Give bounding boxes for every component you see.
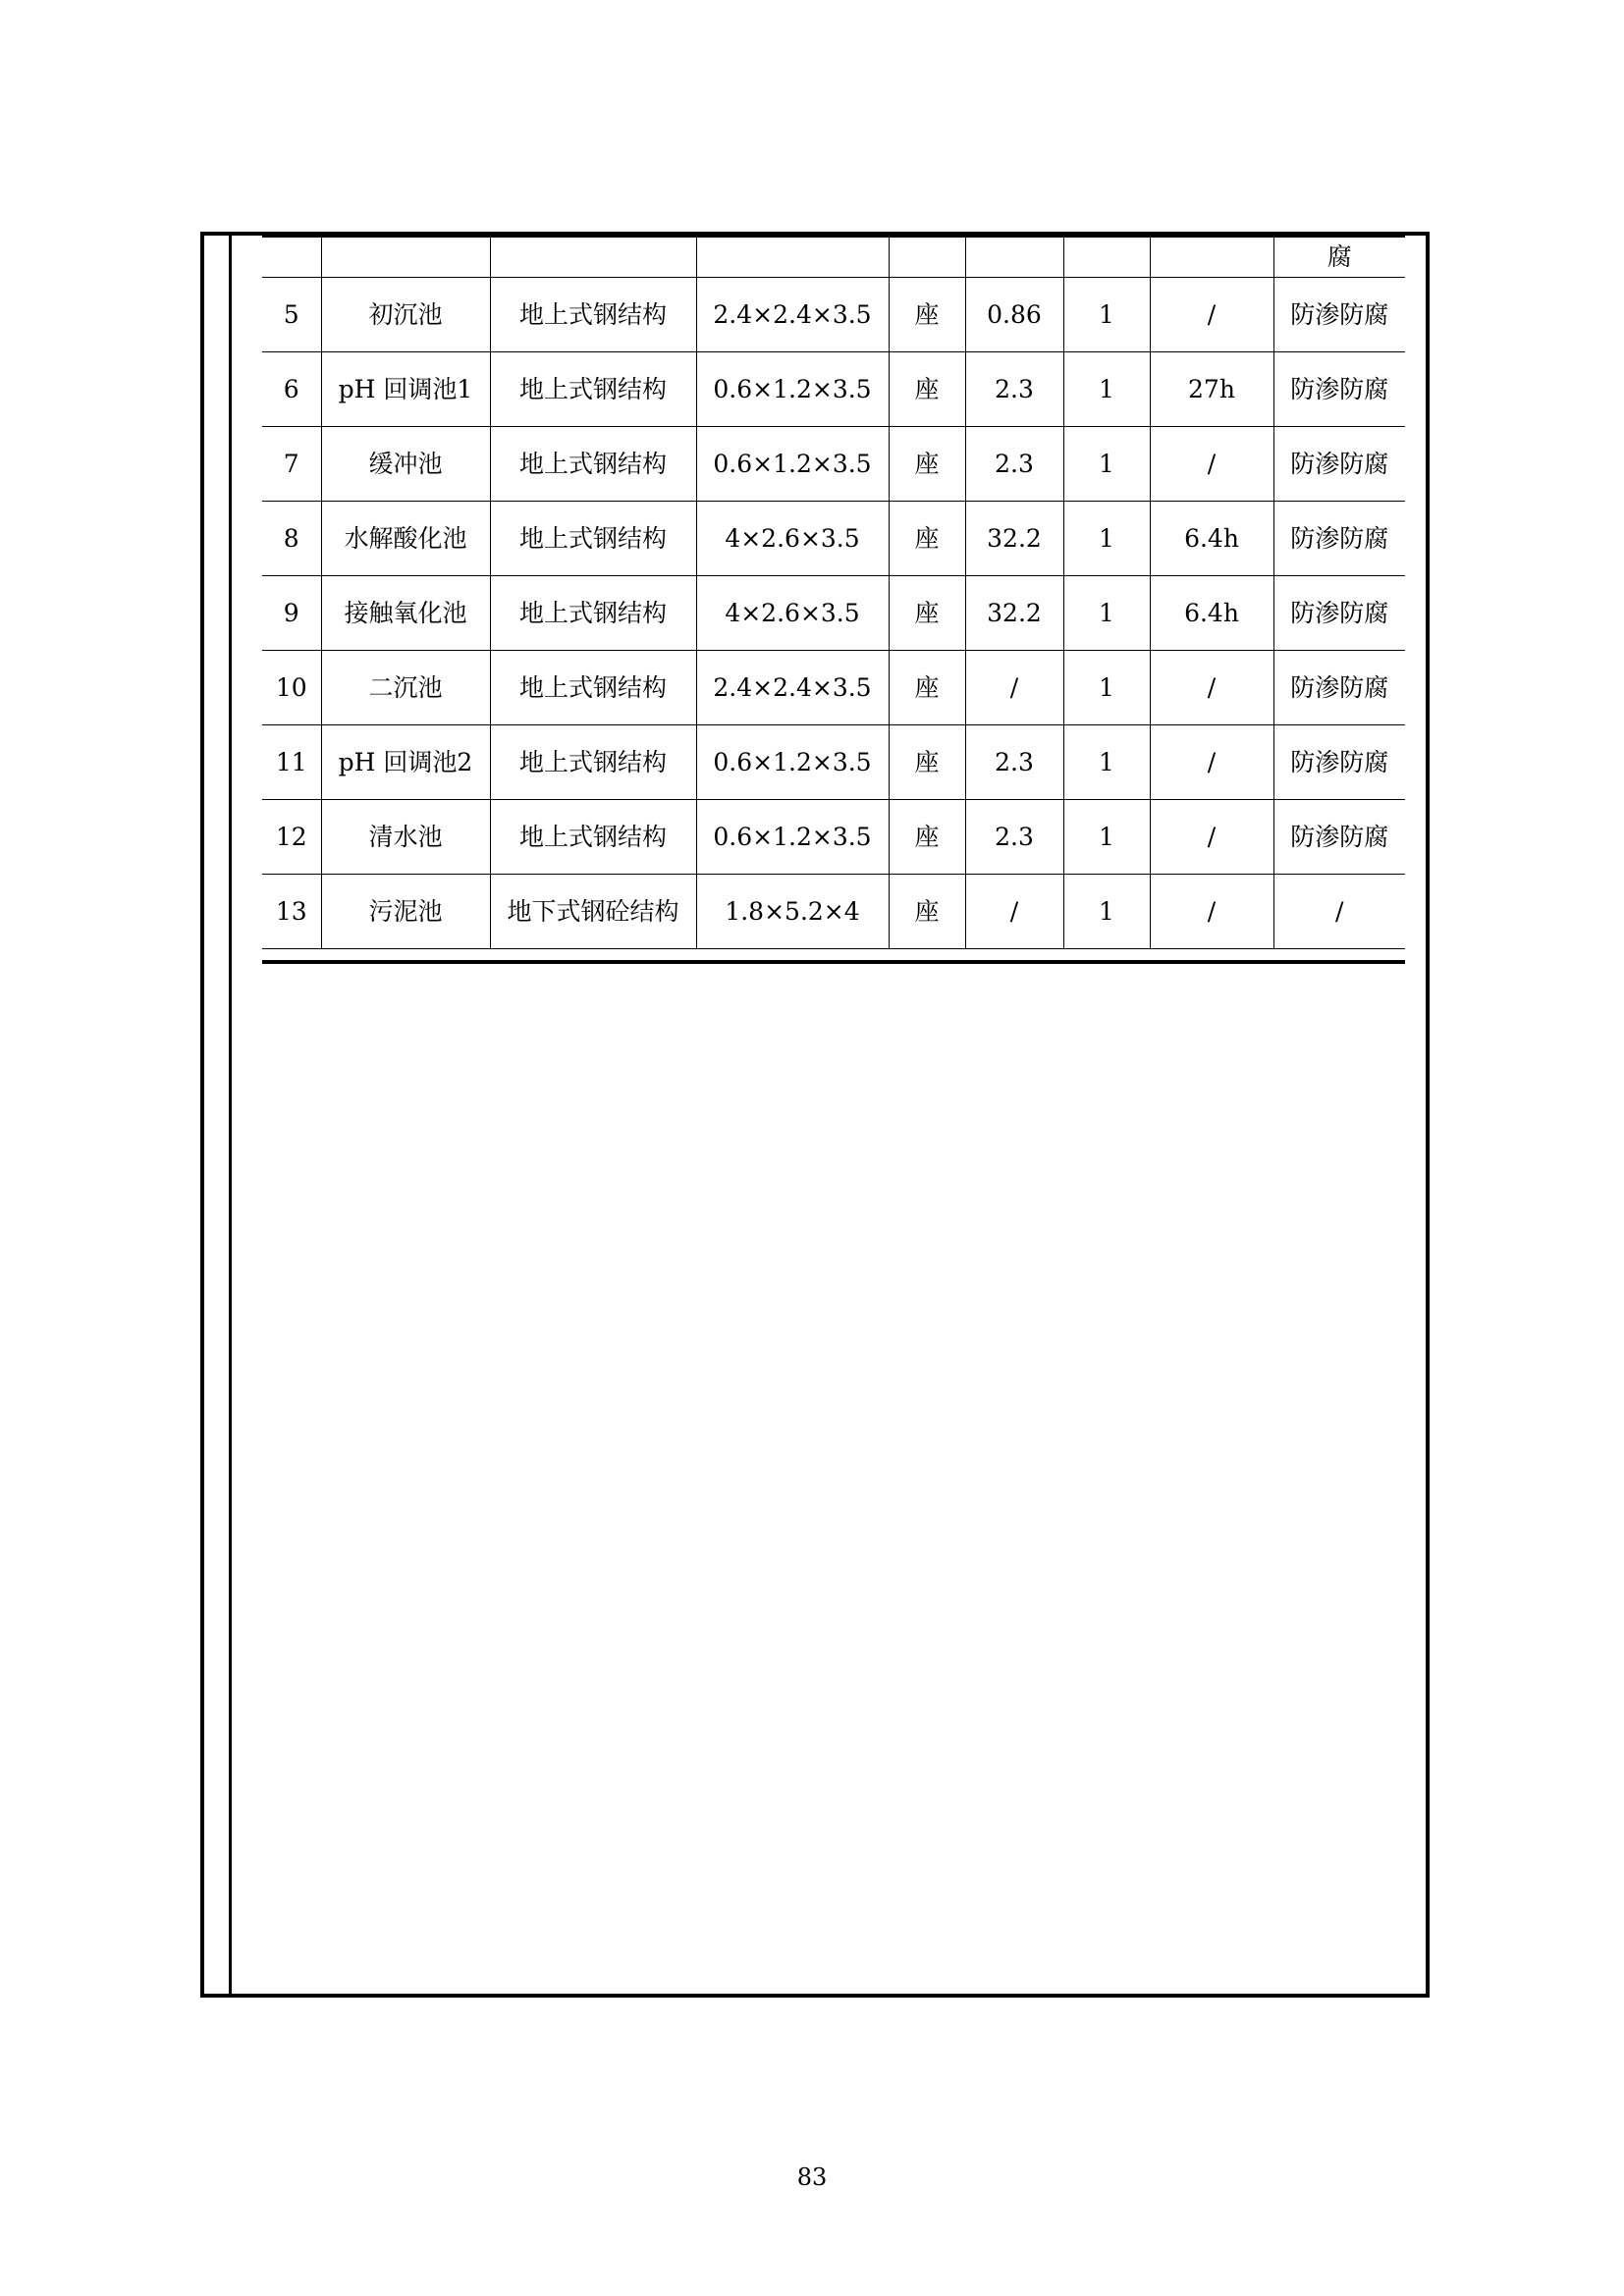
cell-volume: 2.3 xyxy=(965,352,1063,427)
cell-volume: / xyxy=(965,651,1063,725)
cell-unit: 座 xyxy=(889,576,965,651)
cell-structure: 地上式钢结构 xyxy=(490,278,696,352)
cell-name: 清水池 xyxy=(321,800,490,875)
cell-index: 8 xyxy=(262,502,321,576)
cell-unit: 座 xyxy=(889,875,965,949)
cell-dimensions: 2.4×2.4×3.5 xyxy=(696,651,889,725)
cell-protection: 防渗防腐 xyxy=(1273,427,1405,502)
table-top-rule xyxy=(262,234,1405,238)
cell-unit: 座 xyxy=(889,502,965,576)
cell-retention: / xyxy=(1150,427,1273,502)
page-number: 83 xyxy=(796,2163,828,2191)
cell-protection: 防渗防腐 xyxy=(1273,352,1405,427)
cell-index: 10 xyxy=(262,651,321,725)
table-row xyxy=(262,502,1405,576)
cell-structure: 地上式钢结构 xyxy=(490,352,696,427)
cell-name: pH 回调池2 xyxy=(321,725,490,800)
cell-unit: 座 xyxy=(889,427,965,502)
cell-structure: 地下式钢砼结构 xyxy=(490,875,696,949)
cell-structure: 地上式钢结构 xyxy=(490,651,696,725)
cell-structure: 地上式钢结构 xyxy=(490,502,696,576)
table-bottom-rule xyxy=(262,960,1405,964)
cell-protection: 防渗防腐 xyxy=(1273,800,1405,875)
cell-protection: / xyxy=(1273,875,1405,949)
table-row xyxy=(262,352,1405,427)
frame-inner-rule xyxy=(229,232,232,1998)
table-body xyxy=(262,237,1405,949)
cell-dimensions: 0.6×1.2×3.5 xyxy=(696,800,889,875)
cell-protection: 防渗防腐 xyxy=(1273,651,1405,725)
cell-index: 7 xyxy=(262,427,321,502)
cell-retention: 6.4h xyxy=(1150,576,1273,651)
cell-index: 13 xyxy=(262,875,321,949)
cell-dimensions: 1.8×5.2×4 xyxy=(696,875,889,949)
cell-volume: 32.2 xyxy=(965,576,1063,651)
cell-protection: 防渗防腐 xyxy=(1273,502,1405,576)
cell-volume: 2.3 xyxy=(965,800,1063,875)
cell-quantity: 1 xyxy=(1063,725,1150,800)
cell-volume: 2.3 xyxy=(965,427,1063,502)
cell-structure: 地上式钢结构 xyxy=(490,576,696,651)
cell-quantity xyxy=(1063,237,1150,278)
table-row xyxy=(262,651,1405,725)
cell-protection: 防渗防腐 xyxy=(1273,725,1405,800)
cell-quantity: 1 xyxy=(1063,875,1150,949)
cell-dimensions: 4×2.6×3.5 xyxy=(696,576,889,651)
table-row-continued xyxy=(262,237,1405,278)
cell-unit: 座 xyxy=(889,725,965,800)
cell-index: 11 xyxy=(262,725,321,800)
cell-volume: / xyxy=(965,875,1063,949)
cell-quantity: 1 xyxy=(1063,427,1150,502)
cell-volume: 0.86 xyxy=(965,278,1063,352)
cell-name: 水解酸化池 xyxy=(321,502,490,576)
cell-quantity: 1 xyxy=(1063,651,1150,725)
cell-structure: 地上式钢结构 xyxy=(490,427,696,502)
cell-unit: 座 xyxy=(889,352,965,427)
table-container xyxy=(262,236,1405,949)
cell-name: 缓冲池 xyxy=(321,427,490,502)
cell-retention: / xyxy=(1150,875,1273,949)
cell-protection: 防渗防腐 xyxy=(1273,278,1405,352)
cell-retention: / xyxy=(1150,278,1273,352)
facility-table xyxy=(262,236,1405,949)
cell-retention: 6.4h xyxy=(1150,502,1273,576)
cell-unit: 座 xyxy=(889,800,965,875)
cell-quantity: 1 xyxy=(1063,278,1150,352)
table-row xyxy=(262,875,1405,949)
cell-structure xyxy=(490,237,696,278)
cell-retention: 27h xyxy=(1150,352,1273,427)
cell-dimensions: 4×2.6×3.5 xyxy=(696,502,889,576)
cell-index: 12 xyxy=(262,800,321,875)
cell-index: 5 xyxy=(262,278,321,352)
cell-quantity: 1 xyxy=(1063,502,1150,576)
cell-structure: 地上式钢结构 xyxy=(490,800,696,875)
cell-dimensions: 0.6×1.2×3.5 xyxy=(696,725,889,800)
cell-name: pH 回调池1 xyxy=(321,352,490,427)
table-row xyxy=(262,576,1405,651)
cell-unit: 座 xyxy=(889,278,965,352)
cell-name: 初沉池 xyxy=(321,278,490,352)
cell-structure: 地上式钢结构 xyxy=(490,725,696,800)
cell-volume xyxy=(965,237,1063,278)
cell-volume: 2.3 xyxy=(965,725,1063,800)
cell-name xyxy=(321,237,490,278)
table-row xyxy=(262,800,1405,875)
cell-protection: 腐 xyxy=(1273,237,1405,278)
cell-dimensions: 0.6×1.2×3.5 xyxy=(696,427,889,502)
cell-retention: / xyxy=(1150,800,1273,875)
cell-quantity: 1 xyxy=(1063,800,1150,875)
cell-dimensions xyxy=(696,237,889,278)
table-row xyxy=(262,427,1405,502)
cell-name: 污泥池 xyxy=(321,875,490,949)
cell-quantity: 1 xyxy=(1063,352,1150,427)
cell-index: 6 xyxy=(262,352,321,427)
cell-unit xyxy=(889,237,965,278)
cell-volume: 32.2 xyxy=(965,502,1063,576)
cell-dimensions: 0.6×1.2×3.5 xyxy=(696,352,889,427)
cell-name: 二沉池 xyxy=(321,651,490,725)
cell-retention xyxy=(1150,237,1273,278)
cell-index: 9 xyxy=(262,576,321,651)
cell-name: 接触氧化池 xyxy=(321,576,490,651)
table-row xyxy=(262,278,1405,352)
cell-retention: / xyxy=(1150,725,1273,800)
cell-index xyxy=(262,237,321,278)
cell-protection: 防渗防腐 xyxy=(1273,576,1405,651)
cell-quantity: 1 xyxy=(1063,576,1150,651)
cell-retention: / xyxy=(1150,651,1273,725)
cell-dimensions: 2.4×2.4×3.5 xyxy=(696,278,889,352)
cell-unit: 座 xyxy=(889,651,965,725)
table-row xyxy=(262,725,1405,800)
